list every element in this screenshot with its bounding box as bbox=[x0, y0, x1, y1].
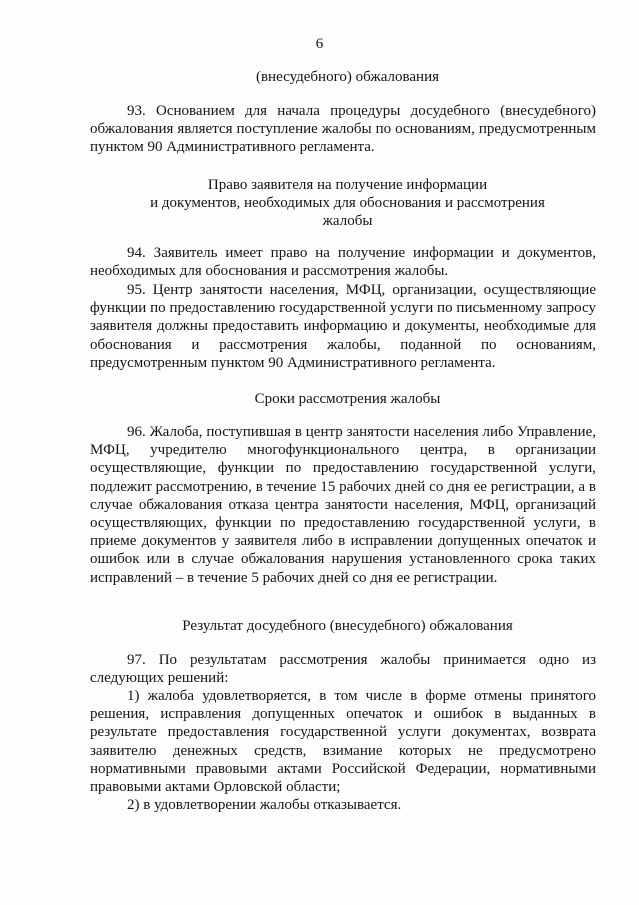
section-heading-rights bbox=[90, 176, 605, 230]
section-heading-terms: Сроки рассмотрения жалобы bbox=[254, 391, 441, 407]
paragraph-97-item-2: 2) в удовлетворении жалобы отказывается. bbox=[127, 797, 402, 813]
section-heading-rights-line1: Право заявителя на получение информации bbox=[207, 177, 488, 193]
section-heading-rights-line2: и документов, необходимых для обоснования и рассмотрения bbox=[150, 195, 545, 211]
paragraph-97: 97. По результатам рассмотрения жалобы принимается одно из следующих решений: bbox=[90, 652, 596, 687]
paragraph-93: 93. Основанием для начала процедуры досудебного (внесудебного) обжалования является поступление жалобы по основаниям, предусмотренным пунктом 90 Административного регламента. bbox=[90, 103, 596, 156]
section-heading-rights-line3: жалобы bbox=[322, 213, 373, 229]
paragraph-96: 96. Жалоба, поступившая в центр занятости населения либо Управление, МФЦ, учредителю многофункционального центра, в организации осуществляющие, функции по предоставлению государственной услуги, подлежит рассмотрению, в течение 15 рабочих дней со дня ее регистрации, а в случае обжалования отказа центра занятости населения, МФЦ, организаций осуществляющих, функции по предоставлению государственной услуги, в приеме документов у заявителя либо в исправлении допущенных опечаток и ошибок или в случае обжалования нарушения установленного срока таких исправлений – в течение 5 рабочих дней со дня ее регистрации. bbox=[90, 424, 596, 586]
paragraph-94: 94. Заявитель имеет право на получение информации и документов, необходимых для обоснования и рассмотрения жалобы. bbox=[90, 245, 596, 280]
paragraph-97-item-1: 1) жалоба удовлетворяется, в том числе в форме отмены принятого решения, исправления допущенных опечаток и ошибок в выданных в результате предоставления государственной услуги документах, возврата заявителю денежных средств, взимание которых не предусмотрено нормативными правовыми актами Российской Федерации, нормативными правовыми актами Орловской области; bbox=[90, 688, 596, 796]
section-heading-result: Результат досудебного (внесудебного) обжалования bbox=[182, 618, 513, 634]
page-number: 6 bbox=[315, 36, 324, 52]
section-heading-continuation: (внесудебного) обжалования bbox=[255, 69, 440, 85]
paragraph-95: 95. Центр занятости населения, МФЦ, организации, осуществляющие функции по предоставлению государственной услуги по письменному запросу заявителя должны предоставить информацию и документы, необходимые для обоснования и рассмотрения жалобы, поданной по основаниям, предусмотренным пунктом 90 Административного регламента. bbox=[90, 282, 596, 371]
